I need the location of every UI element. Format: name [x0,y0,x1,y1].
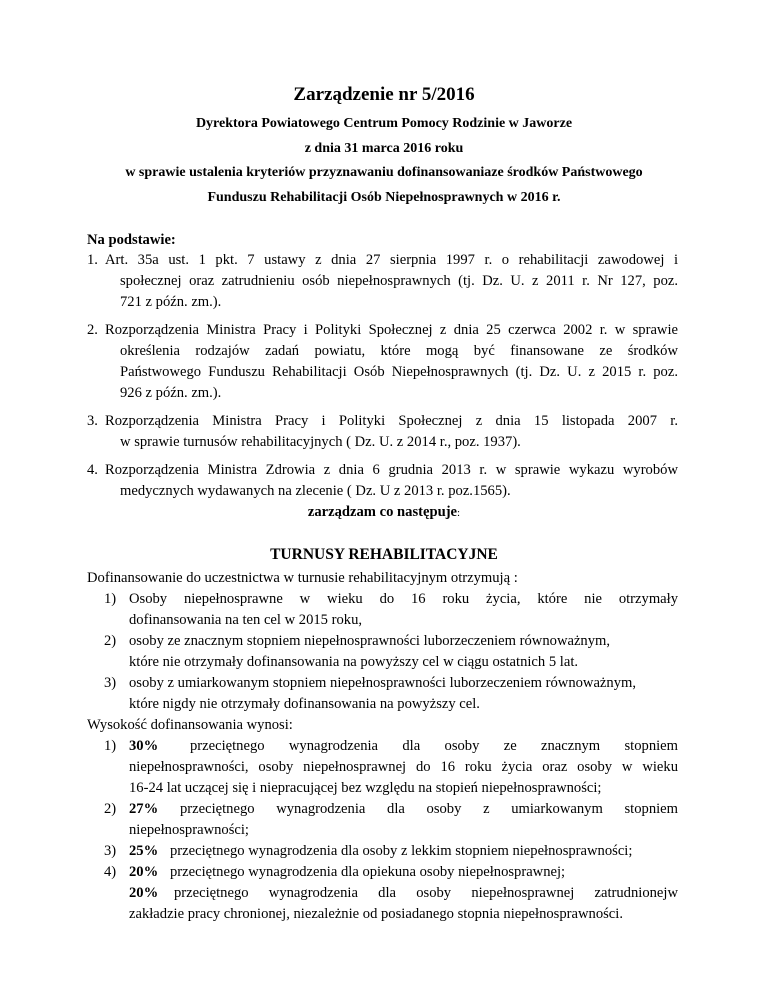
amount-percent: 20% [129,885,159,901]
eligibility-intro: Dofinansowanie do uczestnictwa w turnusie rehabilitacyjnym otrzymują : [87,570,518,586]
eligible-item-line: osoby ze znacznym stopniem niepełnosprawności luborzeczeniem równoważnym, [129,633,611,649]
basis-item-line: społecznej oraz zatrudnieniu osób niepełnosprawnych (tj. Dz. U. z 2011 r. Nr 127, poz. [120,273,678,289]
amount-item-number: 3) [104,843,117,859]
amount-item-number: 2) [104,801,117,817]
amount-percent: 20% [129,864,159,880]
issuer-line: Dyrektora Powiatowego Centrum Pomocy Rodzinie w Jaworze [195,116,573,131]
basis-item-line: 721 z późn. zm.). [120,294,222,310]
amount-item-line: przeciętnego wynagrodzenia dla osoby z lekkim stopniem niepełnosprawności; [170,843,633,859]
document-title: Zarządzenie nr 5/2016 [293,84,475,105]
amount-item-line: niepełnosprawności; [129,822,249,838]
basis-item-line: określenia rodzajów zadań powiatu, które mogą być finansowane ze środków [120,343,678,359]
decree-text: zarządzam co następuje [307,504,458,520]
eligible-item-number: 2) [104,633,117,649]
amount-item-line: zakładzie pracy chronionej, niezależnie od posiadanego stopnia niepełnosprawności. [129,906,623,922]
basis-item-number: 1. [87,252,98,268]
basis-item-line: 926 z późn. zm.). [120,385,222,401]
eligible-item-number: 1) [104,591,117,607]
eligible-item-line: dofinansowania na ten cel w 2015 roku, [129,612,363,628]
amount-heading: Wysokość dofinansowania wynosi: [87,717,293,733]
basis-item-line: Rozporządzenia Ministra Zdrowia z dnia 6 grudnia 2013 r. w sprawie wykazu wyrobów [105,462,678,478]
date-line: z dnia 31 marca 2016 roku [304,141,464,156]
eligible-item-line: osoby z umiarkowanym stopniem niepełnosprawności luborzeczeniem równoważnym, [129,675,636,691]
basis-item-number: 4. [87,462,98,478]
amount-percent: 27% [129,801,159,817]
decree-line [0,504,768,521]
amount-item-line: 16-24 lat uczącej się i niepracującej bez względu na stopień niepełnosprawności; [129,780,602,796]
basis-item-number: 3. [87,413,98,429]
amount-item-number: 4) [104,864,117,880]
amount-item-number: 1) [104,738,117,754]
amount-item-line: niepełnosprawności, osoby niepełnosprawnej do 16 roku życia oraz osoby w wieku [129,759,678,775]
basis-item-line: Rozporządzenia Ministra Pracy i Polityki Społecznej z dnia 15 listopada 2007 r. [105,413,678,429]
eligible-item-number: 3) [104,675,117,691]
basis-item-line: Rozporządzenia Ministra Pracy i Polityki Społecznej z dnia 25 czerwca 2002 r. w sprawie [105,322,678,338]
amount-percent: 30% [129,738,159,754]
amount-item-line: przeciętnego wynagrodzenia dla opiekuna osoby niepełnosprawnej; [170,864,566,880]
subject-line-2: Funduszu Rehabilitacji Osób Niepełnosprawnych w 2016 r. [207,190,561,205]
basis-item-line: Państwowego Funduszu Rehabilitacji Osób Niepełnosprawnych (tj. Dz. U. z 2015 r. poz. [120,364,678,380]
subject-line-1: w sprawie ustalenia kryteriów przyznawaniu dofinansowaniaze środków Państwowego [125,165,643,180]
eligible-item-line: które nie otrzymały dofinansowania na powyższy cel w ciągu ostatnich 5 lat. [129,654,579,670]
basis-item-line: medycznych wydawanych na zlecenie ( Dz. U z 2013 r. poz.1565). [120,483,511,499]
eligible-item-line: Osoby niepełnosprawne w wieku do 16 roku życia, które nie otrzymały [129,591,678,607]
basis-item-number: 2. [87,322,98,338]
amount-item-line: przeciętnego wynagrodzenia dla osoby niepełnosprawnej zatrudnionejw [174,885,678,901]
basis-heading: Na podstawie: [87,232,176,248]
basis-item-line: Art. 35a ust. 1 pkt. 7 ustawy z dnia 27 sierpnia 1997 r. o rehabilitacji zawodowej i [105,252,678,268]
amount-item-line: przeciętnego wynagrodzenia dla osoby z umiarkowanym stopniem [180,801,678,817]
amount-item-line: przeciętnego wynagrodzenia dla osoby ze znacznym stopniem [190,738,678,754]
amount-percent: 25% [129,843,159,859]
basis-item-line: w sprawie turnusów rehabilitacyjnych ( Dz. U. z 2014 r., poz. 1937). [120,434,521,450]
decree-colon: : [457,507,461,519]
eligible-item-line: które nigdy nie otrzymały dofinansowania na powyższy cel. [129,696,480,712]
section-heading: TURNUSY REHABILITACYJNE [270,546,498,563]
